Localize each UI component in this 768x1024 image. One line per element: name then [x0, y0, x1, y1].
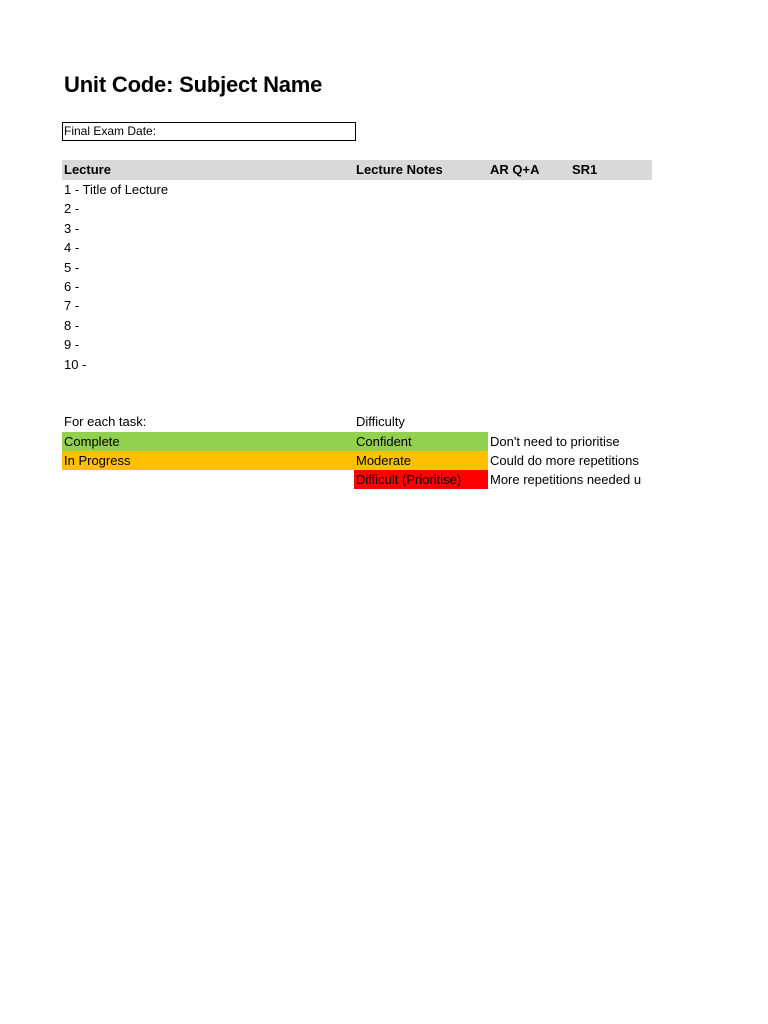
- header-lecture: Lecture: [64, 162, 111, 177]
- final-exam-date-field[interactable]: Final Exam Date:: [62, 122, 356, 141]
- lecture-row[interactable]: 7 -: [64, 298, 80, 314]
- table-header: [62, 160, 652, 180]
- lecture-row[interactable]: 5 -: [64, 259, 80, 275]
- lecture-row[interactable]: 8 -: [64, 317, 80, 333]
- lecture-row[interactable]: 1 - Title of Lecture: [64, 182, 169, 197]
- page-title: Unit Code: Subject Name: [64, 72, 323, 97]
- difficulty-confident: Confident: [354, 432, 488, 451]
- difficulty-difficult-description: More repetitions needed u: [490, 472, 642, 487]
- difficulty-confident-description: Don't need to prioritise: [490, 434, 620, 449]
- lecture-row[interactable]: 9 -: [64, 337, 80, 353]
- difficulty-moderate-description: Could do more repetitions: [490, 453, 639, 468]
- header-lecture-notes: Lecture Notes: [356, 162, 443, 177]
- difficulty-difficult: Difficult (Prioritise): [354, 470, 488, 489]
- task-legend-heading: For each task:: [64, 414, 147, 429]
- lecture-row[interactable]: 3 -: [64, 220, 80, 236]
- status-complete: Complete: [62, 432, 354, 451]
- status-in-progress: In Progress: [62, 451, 354, 470]
- difficulty-legend-heading: Difficulty: [356, 414, 405, 429]
- header-sr1: SR1: [572, 162, 598, 177]
- lecture-row[interactable]: 4 -: [64, 240, 80, 256]
- difficulty-moderate: Moderate: [354, 451, 488, 470]
- header-ar-qa: AR Q+A: [490, 162, 540, 177]
- lecture-list: [64, 180, 168, 374]
- lecture-row[interactable]: 2 -: [64, 201, 80, 217]
- lecture-row[interactable]: 10 -: [64, 356, 87, 372]
- lecture-row[interactable]: 6 -: [64, 278, 80, 294]
